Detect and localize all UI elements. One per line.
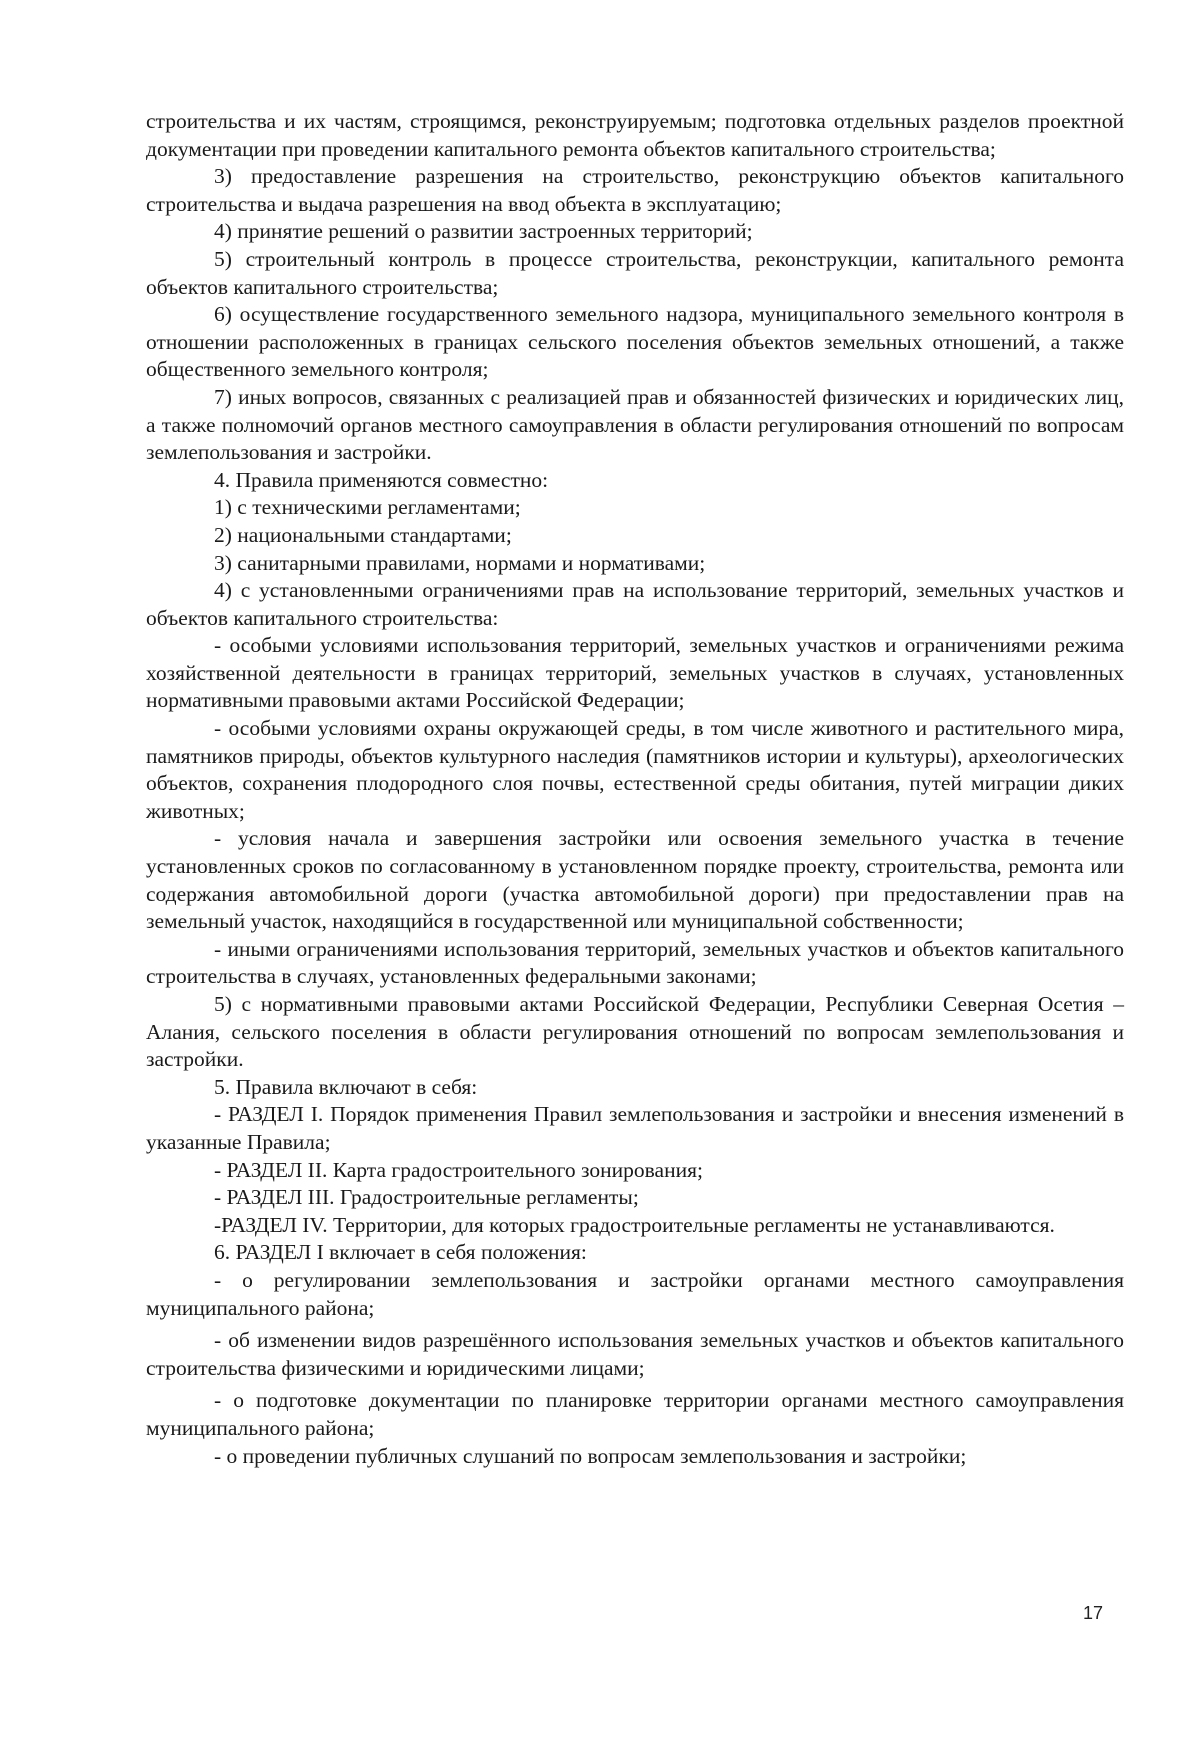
- paragraph: - условия начала и завершения застройки или освоения земельного участка в течение установленных сроков по согласованному в установленном порядке проекту, строительства, ремонта или содержания автомобильной дороги (участка автомобильной дороги) при предоставлении прав на земельный участок, находящийся в государственной или муниципальной собственности;: [146, 826, 1124, 934]
- paragraph: - РАЗДЕЛ III. Градостроительные регламенты;: [214, 1185, 639, 1210]
- paragraph: 3) предоставление разрешения на строительство, реконструкцию объектов капитального строительства и выдача разрешения на ввод объекта в эксплуатацию;: [146, 164, 1124, 216]
- paragraph: 5) с нормативными правовыми актами Российской Федерации, Республики Северная Осетия – Алания, сельского поселения в области регулирования отношений по вопросам землепользования и застройки.: [146, 992, 1124, 1072]
- paragraph: - особыми условиями охраны окружающей среды, в том числе животного и растительного мира, памятников природы, объектов культурного наследия (памятников истории и культуры), археологических объектов, сохранения плодородного слоя почвы, естественной среды обитания, путей миграции диких животных;: [146, 716, 1124, 823]
- paragraph: 5) строительный контроль в процессе строительства, реконструкции, капитального ремонта объектов капитального строительства;: [146, 246, 1124, 299]
- paragraph: строительства и их частям, строящимся, реконструируемым; подготовка отдельных разделов проектной документации при проведении капитального ремонта объектов капитального строительства;: [146, 109, 1124, 161]
- paragraph: 4) принятие решений о развитии застроенных территорий;: [214, 219, 753, 244]
- paragraph: 5. Правила включают в себя:: [214, 1074, 478, 1099]
- paragraph: - особыми условиями использования территорий, земельных участков и ограничениями режима хозяйственной деятельности в границах территорий, земельных участков в случаях, установленных нормативными правовыми актами Российской Федерации;: [146, 633, 1124, 713]
- paragraph: - РАЗДЕЛ II. Карта градостроительного зонирования;: [214, 1157, 703, 1182]
- paragraph: - об изменении видов разрешённого использования земельных участков и объектов капитального строительства физическими и юридическими лицами;: [146, 1328, 1124, 1380]
- paragraph: 6) осуществление государственного земельного надзора, муниципального земельного контроля в отношении расположенных в границах сельского поселения объектов земельных отношений, а также общественного земельного контроля;: [146, 302, 1124, 382]
- paragraph: -РАЗДЕЛ IV. Территории, для которых градостроительные регламенты не устанавливаются.: [214, 1212, 1055, 1237]
- paragraph: - РАЗДЕЛ I. Порядок применения Правил землепользования и застройки и внесения изменений в указанные Правила;: [146, 1102, 1124, 1154]
- paragraph: 1) с техническими регламентами;: [214, 495, 521, 520]
- paragraph: - о подготовке документации по планировке территории органами местного самоуправления муниципального района;: [146, 1388, 1124, 1440]
- paragraph: 3) санитарными правилами, нормами и нормативами;: [214, 550, 706, 575]
- paragraph: 4. Правила применяются совместно:: [214, 467, 549, 492]
- paragraph: 6. РАЗДЕЛ I включает в себя положения:: [214, 1240, 587, 1265]
- page-number: 17: [1083, 1603, 1104, 1623]
- paragraph: - о регулировании землепользования и застройки органами местного самоуправления муниципального района;: [146, 1267, 1124, 1320]
- paragraph: - иными ограничениями использования территорий, земельных участков и объектов капитального строительства в случаях, установленных федеральными законами;: [146, 936, 1124, 989]
- paragraph: 2) национальными стандартами;: [214, 522, 512, 547]
- paragraph: - о проведении публичных слушаний по вопросам землепользования и застройки;: [214, 1443, 967, 1468]
- paragraph: 4) с установленными ограничениями прав на использование территорий, земельных участков и объектов капитального строительства:: [146, 578, 1124, 630]
- body-text: [146, 108, 1124, 1470]
- paragraph: 7) иных вопросов, связанных с реализацией прав и обязанностей физических и юридических лиц, а также полномочий органов местного самоуправления в области регулирования отношений по вопросам землепользования и застройки.: [146, 384, 1124, 465]
